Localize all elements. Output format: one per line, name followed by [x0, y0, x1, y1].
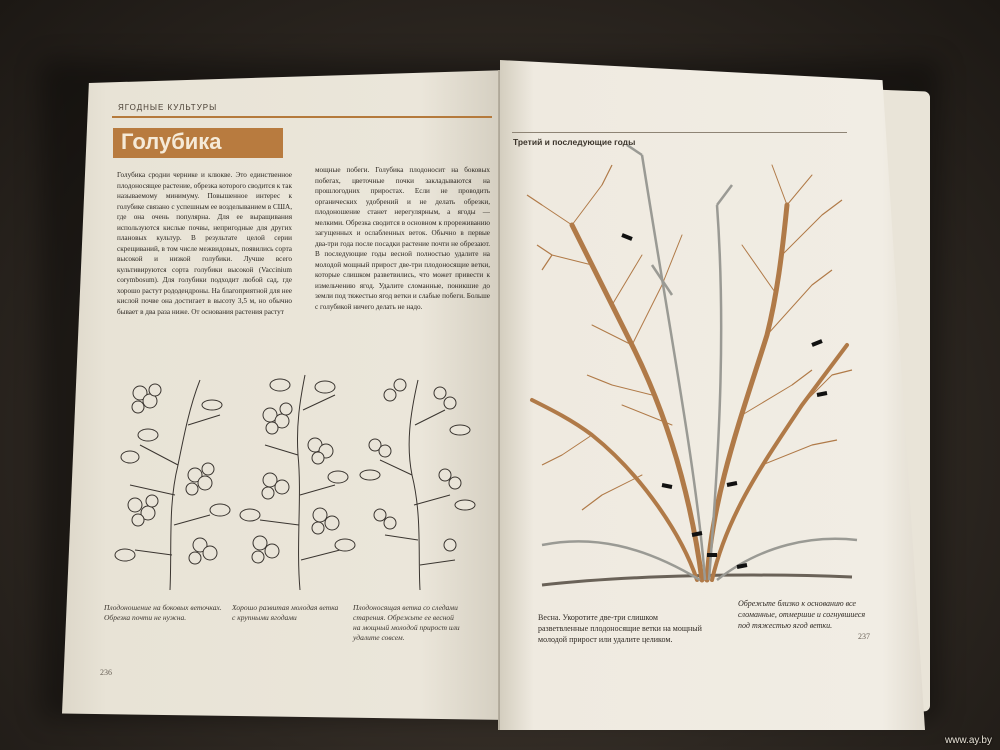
blueberry-branches-illustration — [100, 365, 500, 600]
old-branches — [532, 165, 847, 580]
right-page-heading: Третий и последующие годы — [513, 137, 636, 147]
branch-illustration-2 — [240, 375, 355, 590]
right-caption-cut: Обрежьте близко к основанию все сломанные, отмершие и согнувшиеся под тяжестью ягод ветки. — [738, 599, 866, 630]
page-number-right: 237 — [858, 632, 870, 641]
pruning-cut-marks — [622, 235, 827, 567]
page-number-left: 236 — [100, 668, 112, 677]
branch-illustration-1 — [115, 380, 230, 590]
page-title: Голубика — [113, 128, 283, 158]
blueberry-bush-pruning-illustration — [512, 145, 867, 590]
caption-branch-1: Плодоношение на боковых веточках. Обрезка почти не нужна. — [104, 603, 222, 622]
body-text-column-2: мощные побеги. Голубика плодоносит на боковых побегах, цветочные почки закладываются на прошлогодних приростах. Если не проводить органических удобрений и не делать обрезки, плодоношение станет нерегулярным, а ягоды — мелкими. Обрезка сводится в основном к прореживанию загущенных и ослабленных веток. Обычно в первые два-три года после посадки растение почти не обрезают. В последующие годы весной полностью удалите на молодой мощный прирост две-три плодоносящие ветки, которые слишком разветвились, что может привести к измельчению ягод. Удалите сломанные, поникшие до земли под тяжестью ягод ветки и слабые побеги. Больше с голубикой ничего делать не надо. — [315, 166, 490, 311]
section-rule — [112, 116, 492, 118]
right-caption-spring: Весна. Укоротите две-три слишком разветвленные плодоносящие ветки на мощный молодой прирост или удалите целиком. — [538, 613, 702, 644]
caption-branch-2: Хорошо развитая молодая ветка с крупными ягодами — [232, 603, 339, 622]
site-watermark: www.ay.by — [944, 735, 992, 746]
body-text-column-1: Голубика сродни чернике и клюкве. Это единственное плодоносящее растение, обрезка которого сводится к так называемому минимуму. Повышенное интерес к голубике связано с успешным ее возделыванием в США, где она очень популярна. Для ее выращивания используются кислые почвы, непригодные для других плановых культур. В результате целой серии скрещиваний, в том числе межвидовых, появились сорта высокой и низкой голубики. Лучше всего культивируются сорта голубики высокой (Vaccinium corymbosum). Для голубики подходит любой сад, где хорошо растут рододендроны. На благоприятной для нее кислой почве она достигает в высоту 3,5 м, но обычно бывает в два раза ниже. От основания растения растут — [117, 171, 292, 316]
caption-branch-3: Плодоносящая ветка со следами старения. Обрежьте ее весной на мощный молодой прирост или удалите совсем. — [353, 603, 460, 642]
section-label: ЯГОДНЫЕ КУЛЬТУРЫ — [118, 103, 218, 112]
branch-illustration-3 — [360, 379, 475, 590]
heading-rule — [512, 132, 847, 133]
young-shoots — [542, 145, 857, 580]
